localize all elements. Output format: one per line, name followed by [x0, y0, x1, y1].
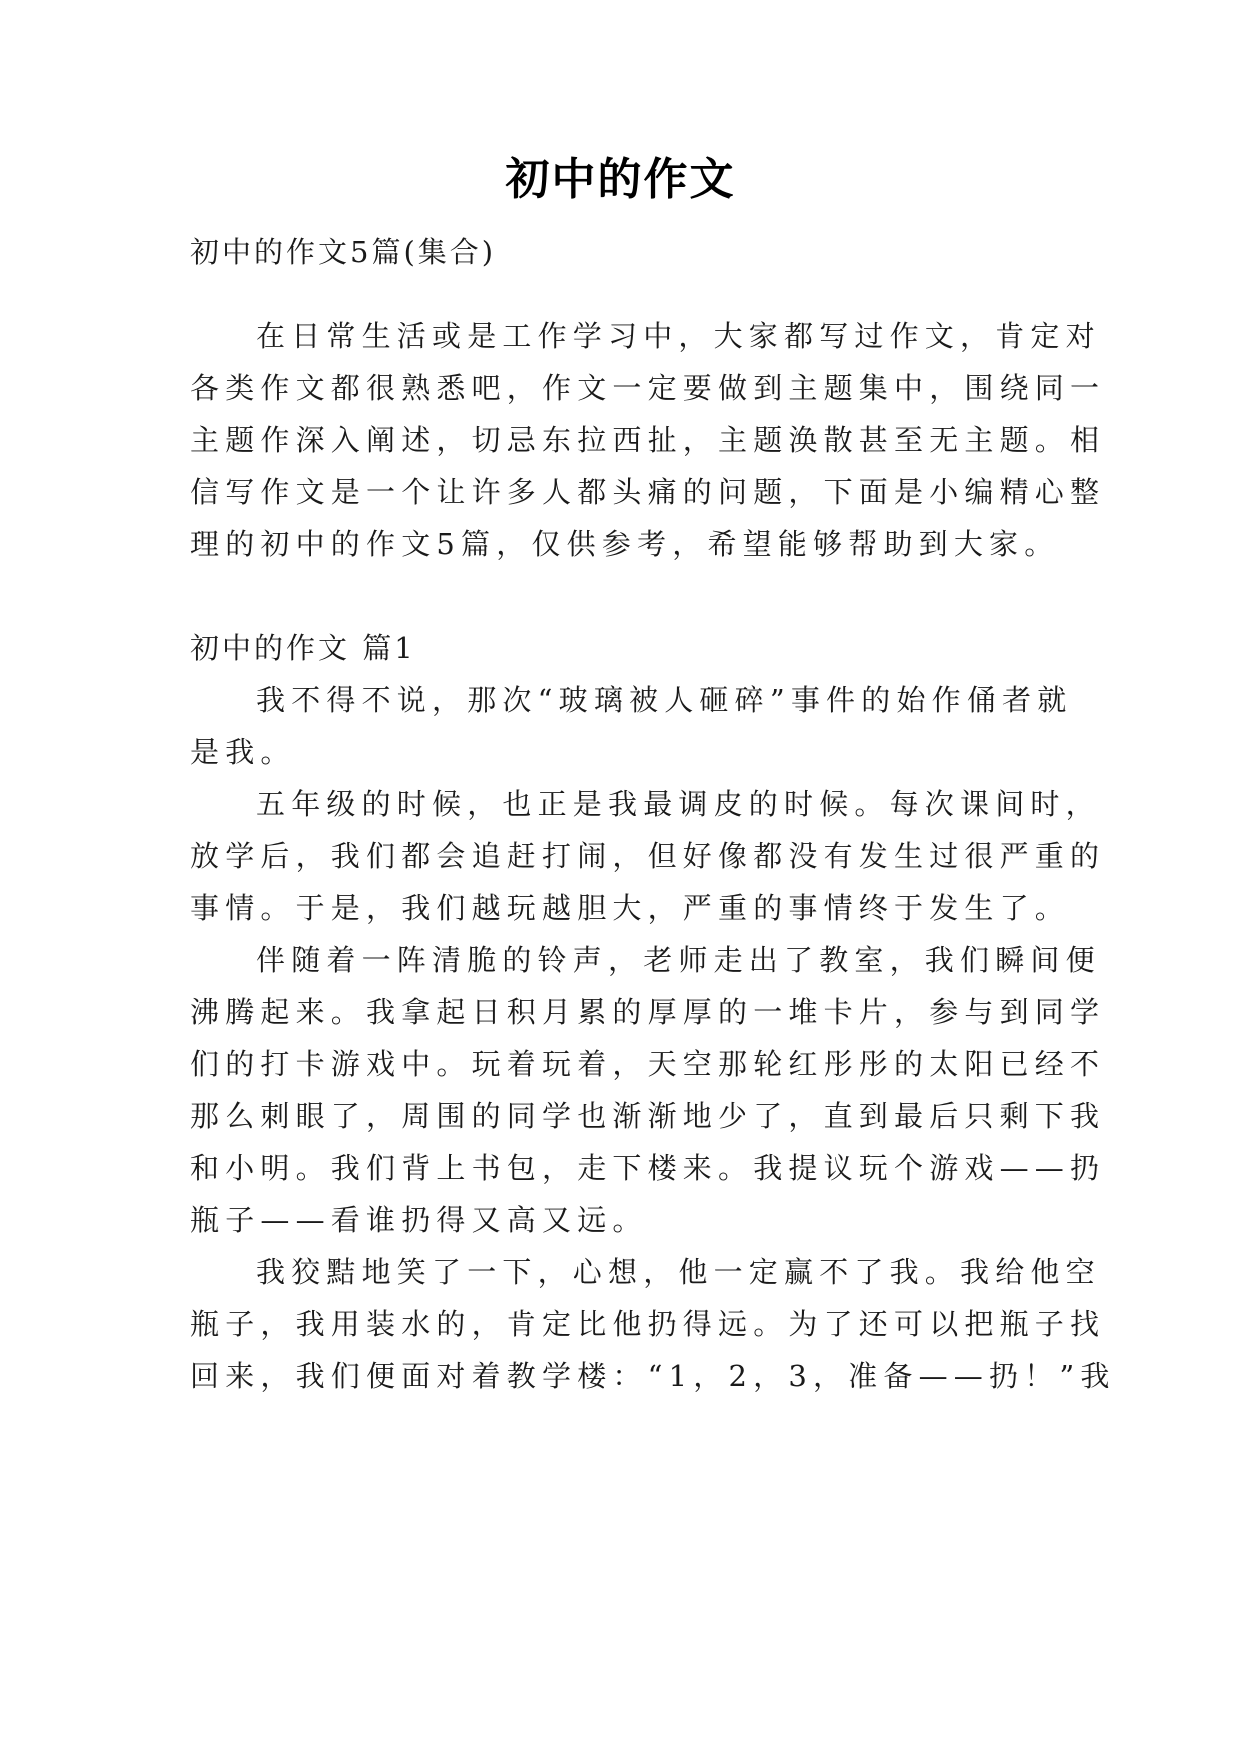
essay-line: 回来，我们便面对着教学楼：“1，2，3，准备——扔！”我 — [190, 1359, 1116, 1393]
essay-line: 沸腾起来。我拿起日积月累的厚厚的一堆卡片，参与到同学 — [190, 995, 1106, 1029]
essay-line: 瓶子——看谁扔得又高又远。 — [190, 1203, 648, 1237]
essay-line: 伴随着一阵清脆的铃声，老师走出了教室，我们瞬间便 — [256, 943, 1101, 977]
intro-heading: 初中的作文5篇(集合) — [190, 235, 497, 269]
intro-line: 在日常生活或是工作学习中，大家都写过作文，肯定对 — [256, 319, 1101, 353]
section-heading: 初中的作文 篇1 — [190, 631, 416, 665]
essay-line: 那么刺眼了，周围的同学也渐渐地少了，直到最后只剩下我 — [190, 1099, 1106, 1133]
essay-line: 是我。 — [190, 735, 296, 769]
essay-line: 五年级的时候，也正是我最调皮的时候。每次课间时， — [256, 787, 1101, 821]
intro-line: 主题作深入阐述，切忌东拉西扯，主题涣散甚至无主题。相 — [190, 423, 1106, 457]
essay-line: 放学后，我们都会追赶打闹，但好像都没有发生过很严重的 — [190, 839, 1106, 873]
intro-line: 各类作文都很熟悉吧，作文一定要做到主题集中，围绕同一 — [190, 371, 1106, 405]
essay-line: 和小明。我们背上书包，走下楼来。我提议玩个游戏——扔 — [190, 1151, 1106, 1185]
essay-line: 事情。于是，我们越玩越胆大，严重的事情终于发生了。 — [190, 891, 1071, 925]
essay-line: 们的打卡游戏中。玩着玩着，天空那轮红彤彤的太阳已经不 — [190, 1047, 1106, 1081]
essay-line: 我不得不说，那次“玻璃被人砸碎”事件的始作俑者就 — [256, 683, 1073, 717]
document-title: 初中的作文 — [505, 154, 736, 205]
intro-line: 信写作文是一个让许多人都头痛的问题，下面是小编精心整 — [190, 475, 1106, 509]
essay-line: 我狡黠地笑了一下，心想，他一定赢不了我。我给他空 — [256, 1255, 1101, 1289]
essay-line: 瓶子，我用装水的，肯定比他扔得远。为了还可以把瓶子找 — [190, 1307, 1106, 1341]
intro-line: 理的初中的作文5篇，仅供参考，希望能够帮助到大家。 — [190, 527, 1060, 561]
